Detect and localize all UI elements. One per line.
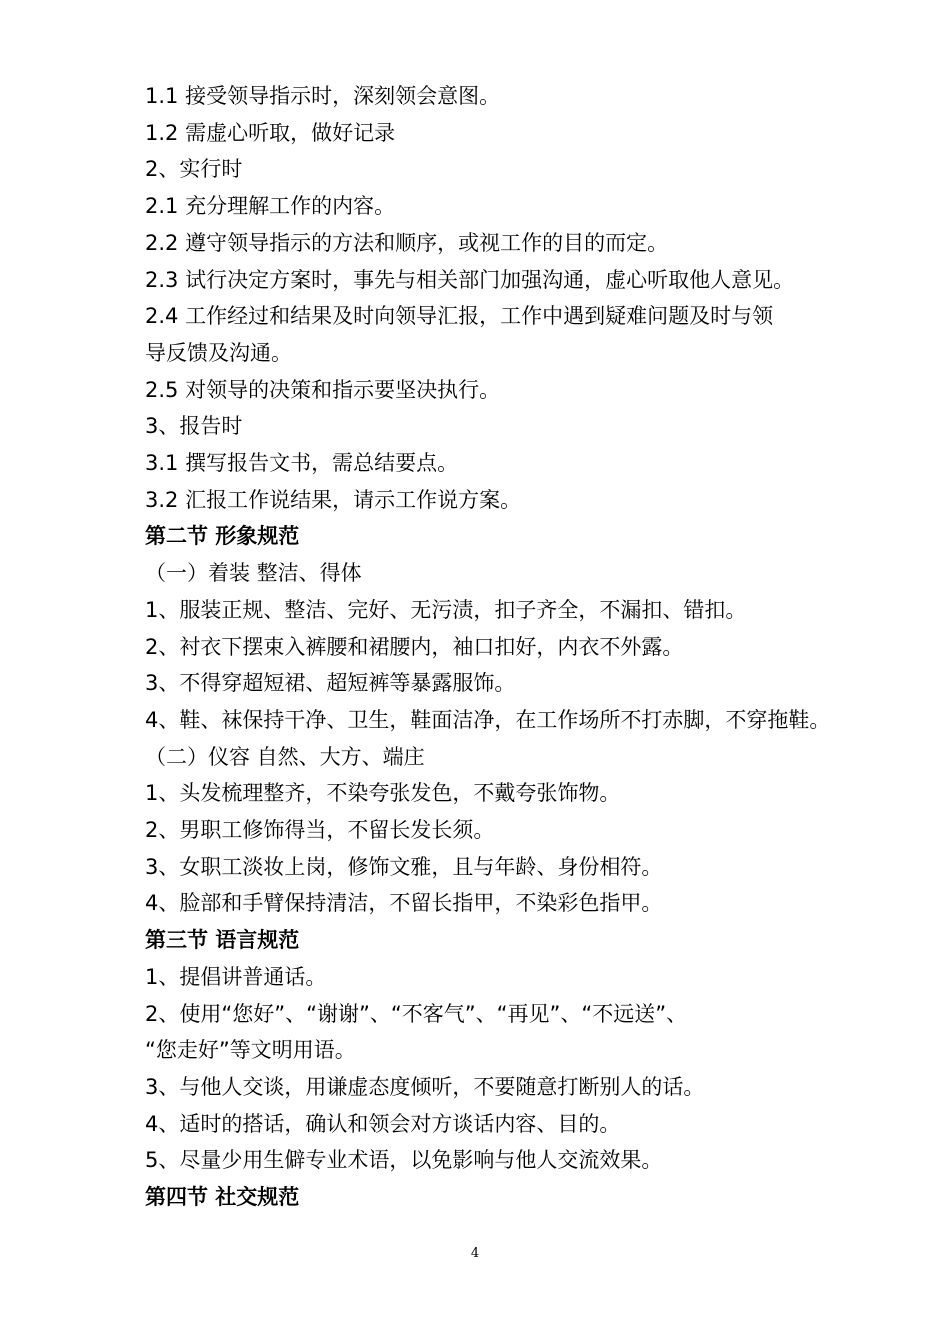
paragraph-line: 1.2 需虚心听取，做好记录: [145, 120, 396, 145]
paragraph-line: 1、提倡讲普通话。: [145, 964, 327, 989]
paragraph-line: 2.2 遵守领导指示的方法和顺序，或视工作的目的而定。: [145, 230, 669, 255]
section-heading: 第二节 形象规范: [145, 524, 300, 549]
paragraph-line: 4、鞋、袜保持干净、卫生，鞋面洁净，在工作场所不打赤脚，不穿拖鞋。: [145, 707, 831, 732]
paragraph-line: 2、实行时: [145, 157, 243, 182]
paragraph-line: 3.2 汇报工作说结果，请示工作说方案。: [145, 487, 522, 512]
paragraph-line: 2、男职工修饰得当，不留长发长须。: [145, 818, 495, 843]
paragraph-line: “您走好”等文明用语。: [145, 1038, 356, 1063]
document-body: [145, 78, 835, 1216]
paragraph-line: 2.1 充分理解工作的内容。: [145, 194, 396, 219]
paragraph-line: 1、服装正规、整洁、完好、无污渍，扣子齐全，不漏扣、错扣。: [145, 597, 747, 622]
paragraph-line: 2.5 对领导的决策和指示要坚决执行。: [145, 377, 501, 402]
paragraph-line: 2、衬衣下摆束入裤腰和裙腰内，袖口扣好，内衣不外露。: [145, 634, 684, 659]
paragraph-line: 1、头发梳理整齐，不染夸张发色，不戴夸张饰物。: [145, 781, 621, 806]
paragraph-line: 2.4 工作经过和结果及时向领导汇报，工作中遇到疑难问题及时与领: [145, 304, 774, 329]
page-number: 4: [470, 1246, 480, 1261]
paragraph-line: 导反馈及沟通。: [145, 340, 292, 365]
paragraph-line: 2.3 试行决定方案时，事先与相关部门加强沟通，虚心听取他人意见。: [145, 267, 795, 292]
paragraph-line: （一）着装 整洁、得体: [145, 561, 362, 586]
paragraph-line: 3、报告时: [145, 414, 243, 439]
section-heading: 第四节 社交规范: [145, 1185, 300, 1210]
paragraph-line: 4、适时的搭话，确认和领会对方谈话内容、目的。: [145, 1111, 621, 1136]
paragraph-line: 5、尽量少用生僻专业术语，以免影响与他人交流效果。: [145, 1148, 663, 1173]
paragraph-line: 3.1 撰写报告文书，需总结要点。: [145, 451, 459, 476]
paragraph-line: （二）仪容 自然、大方、端庄: [145, 744, 425, 769]
paragraph-line: 3、与他人交谈，用谦虚态度倾听，不要随意打断别人的话。: [145, 1074, 705, 1099]
paragraph-line: 1.1 接受领导指示时，深刻领会意图。: [145, 84, 501, 108]
paragraph-line: 3、不得穿超短裙、超短裤等暴露服饰。: [145, 671, 516, 696]
paragraph-line: 4、脸部和手臂保持清洁，不留长指甲，不染彩色指甲。: [145, 891, 663, 916]
paragraph-line: 2、使用“您好”、“谢谢”、“不客气”、“再见”、“不远送”、: [145, 1001, 688, 1026]
section-heading: 第三节 语言规范: [145, 928, 300, 953]
paragraph-line: 3、女职工淡妆上岗，修饰文雅，且与年龄、身份相符。: [145, 854, 663, 879]
